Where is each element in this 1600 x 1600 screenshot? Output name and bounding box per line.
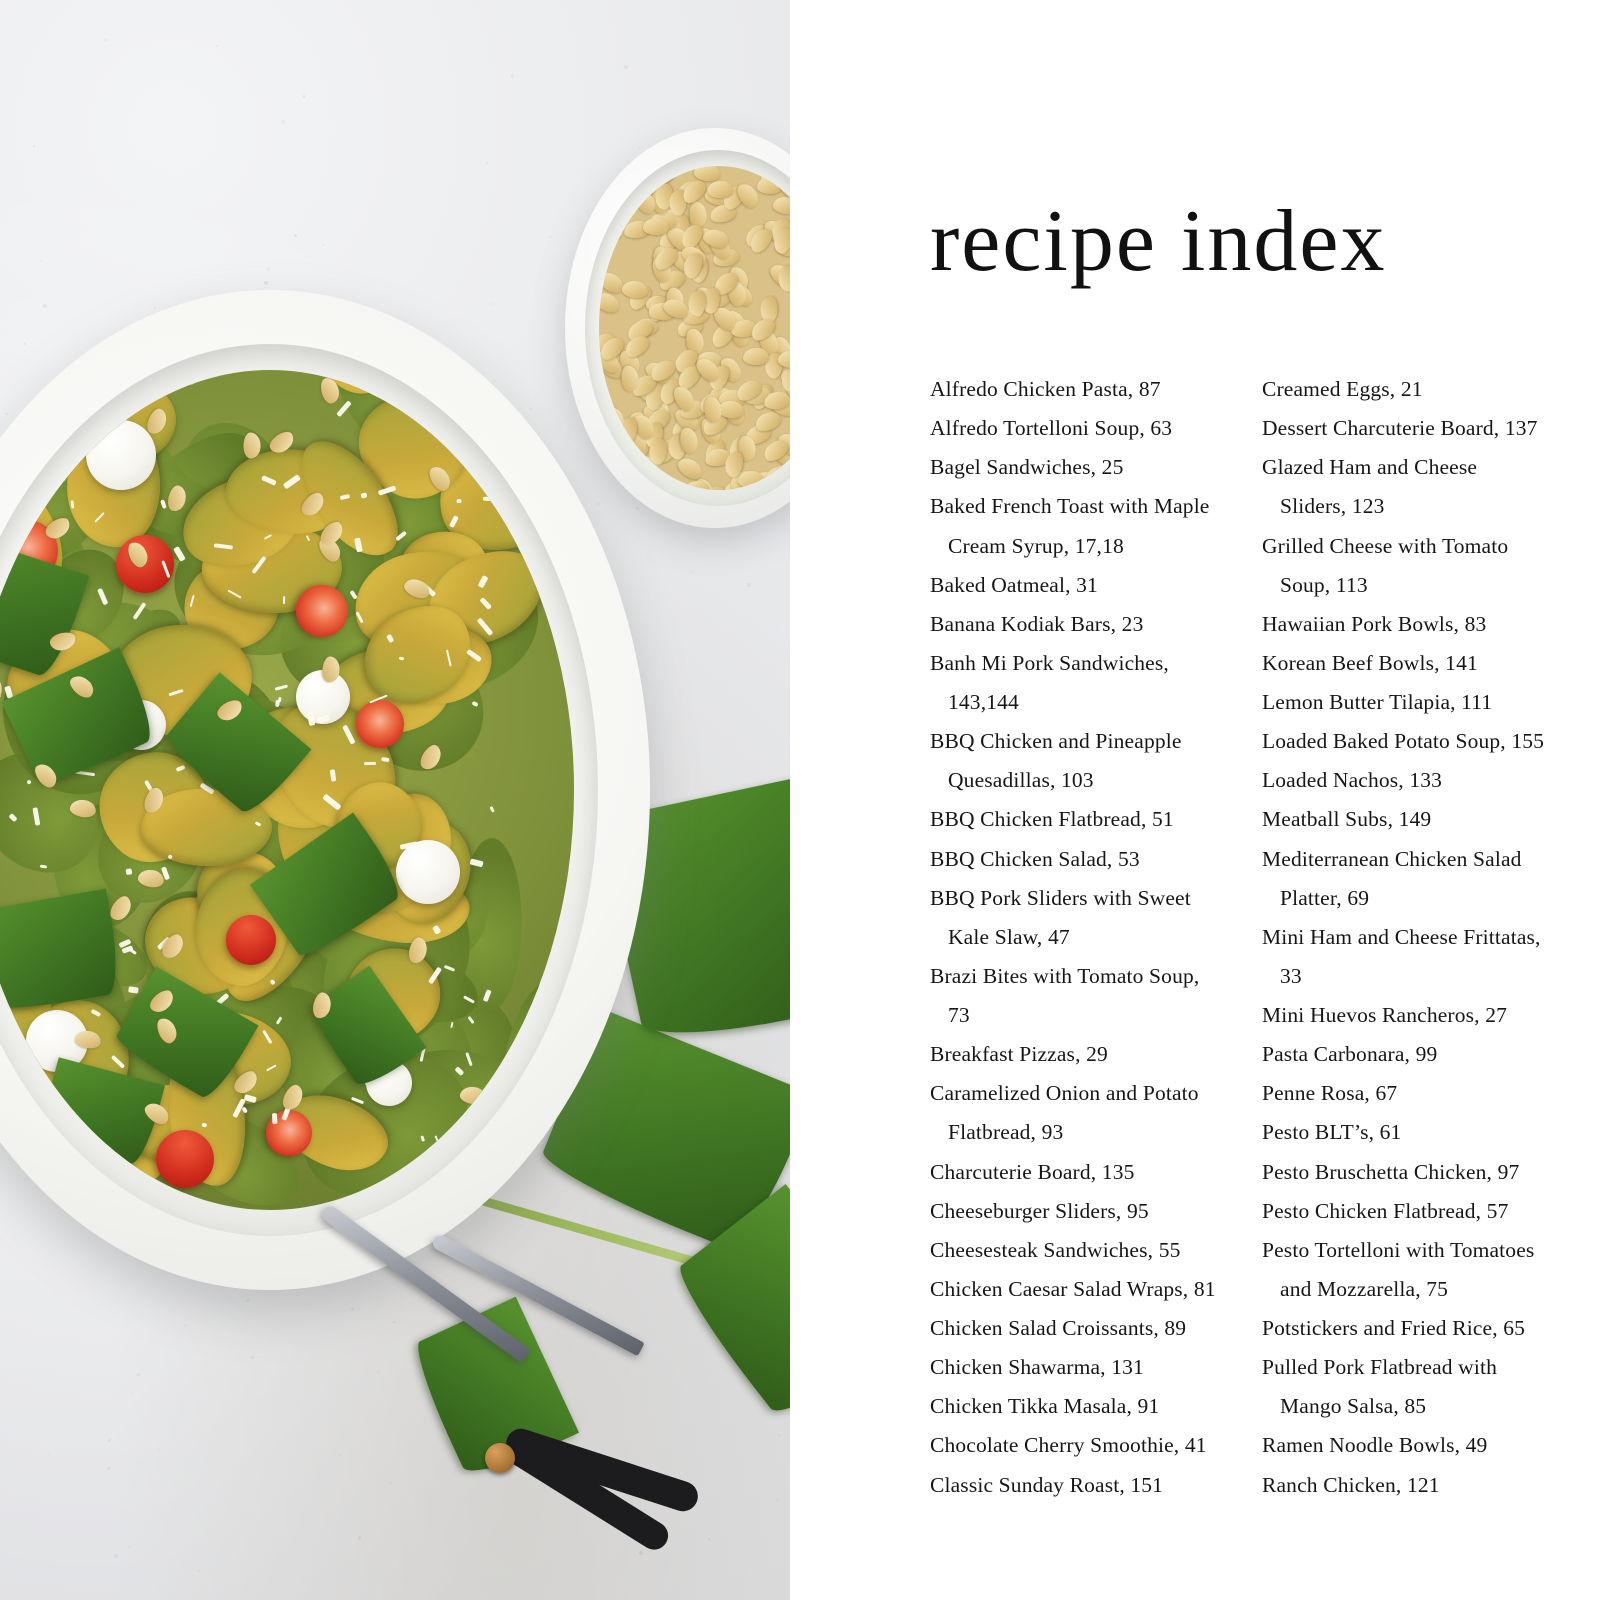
index-entry: Pesto Bruschetta Chicken, 97 bbox=[1262, 1159, 1520, 1184]
index-entry: Banana Kodiak Bars, 23 bbox=[930, 611, 1144, 636]
index-entry: Chocolate Cherry Smoothie, 41 bbox=[930, 1433, 1207, 1458]
index-entry: Breakfast Pizzas, 29 bbox=[930, 1042, 1108, 1067]
index-entry: Pesto BLT’s, 61 bbox=[1262, 1120, 1402, 1145]
index-column-right bbox=[1262, 370, 1548, 1505]
index-entry: Charcuterie Board, 135 bbox=[930, 1159, 1135, 1184]
index-entry: Classic Sunday Roast, 151 bbox=[930, 1472, 1164, 1497]
index-entry: Caramelized Onion and Potato Flatbread, 93 bbox=[930, 1081, 1199, 1145]
index-entry: Hawaiian Pork Bowls, 83 bbox=[1262, 611, 1487, 636]
index-entry: Cheesesteak Sandwiches, 55 bbox=[930, 1237, 1181, 1262]
index-entry: Meatball Subs, 149 bbox=[1262, 807, 1432, 832]
index-entry: Dessert Charcuterie Board, 137 bbox=[1262, 416, 1538, 441]
index-columns bbox=[930, 370, 1548, 1505]
index-entry: Loaded Nachos, 133 bbox=[1262, 768, 1443, 793]
index-entry: Chicken Shawarma, 131 bbox=[930, 1355, 1144, 1380]
herb-scissors bbox=[280, 1265, 710, 1595]
index-entry: BBQ Chicken Flatbread, 51 bbox=[930, 807, 1174, 832]
recipe-photo bbox=[0, 0, 790, 1600]
pesto-tortelloni bbox=[0, 370, 574, 1210]
index-entry: Mediterranean Chicken Salad Platter, 69 bbox=[1262, 846, 1522, 910]
index-entry: Penne Rosa, 67 bbox=[1262, 1081, 1398, 1106]
index-entry: Pasta Carbonara, 99 bbox=[1262, 1042, 1438, 1067]
index-entry: Glazed Ham and Cheese Sliders, 123 bbox=[1262, 455, 1478, 519]
index-entry: BBQ Chicken and Pineapple Quesadillas, 103 bbox=[930, 729, 1182, 793]
index-entry: Brazi Bites with Tomato Soup, 73 bbox=[930, 963, 1200, 1027]
index-entry: Chicken Caesar Salad Wraps, 81 bbox=[930, 1276, 1216, 1301]
index-entry: Pesto Chicken Flatbread, 57 bbox=[1262, 1198, 1509, 1223]
index-entry: Creamed Eggs, 21 bbox=[1262, 377, 1423, 401]
index-entry: Baked French Toast with Maple Cream Syrup, 17,18 bbox=[930, 494, 1210, 558]
index-entry: Pesto Tortelloni with Tomatoes and Mozzarella, 75 bbox=[1262, 1237, 1535, 1301]
index-entry: Alfredo Tortelloni Soup, 63 bbox=[930, 416, 1173, 441]
index-entry: Banh Mi Pork Sandwiches, 143,144 bbox=[930, 650, 1169, 714]
index-entry: BBQ Chicken Salad, 53 bbox=[930, 846, 1140, 871]
index-entry: Lemon Butter Tilapia, 111 bbox=[1262, 690, 1493, 714]
index-entry: BBQ Pork Sliders with Sweet Kale Slaw, 47 bbox=[930, 885, 1191, 949]
index-entry: Cheeseburger Sliders, 95 bbox=[930, 1198, 1149, 1223]
index-entry: Pulled Pork Flatbread with Mango Salsa, 85 bbox=[1262, 1355, 1498, 1419]
index-entry: Potstickers and Fried Rice, 65 bbox=[1262, 1316, 1526, 1340]
index-page bbox=[790, 0, 1600, 1600]
index-entry: Loaded Baked Potato Soup, 155 bbox=[1262, 729, 1545, 754]
index-entry: Ramen Noodle Bowls, 49 bbox=[1262, 1433, 1488, 1458]
index-entry: Chicken Salad Croissants, 89 bbox=[930, 1316, 1187, 1340]
index-entry: Baked Oatmeal, 31 bbox=[930, 572, 1098, 597]
index-entry: Alfredo Chicken Pasta, 87 bbox=[930, 377, 1161, 401]
index-entry: Mini Huevos Rancheros, 27 bbox=[1262, 1003, 1507, 1027]
index-entry: Chicken Tikka Masala, 91 bbox=[930, 1394, 1160, 1419]
index-entry: Grilled Cheese with Tomato Soup, 113 bbox=[1262, 533, 1509, 597]
index-entry: Ranch Chicken, 121 bbox=[1262, 1472, 1440, 1497]
index-entry: Korean Beef Bowls, 141 bbox=[1262, 650, 1478, 675]
index-entry: Bagel Sandwiches, 25 bbox=[930, 455, 1124, 480]
index-entry: Mini Ham and Cheese Frittatas, 33 bbox=[1262, 924, 1541, 988]
page-title: recipe index bbox=[930, 193, 1387, 290]
index-column-left bbox=[930, 370, 1216, 1505]
